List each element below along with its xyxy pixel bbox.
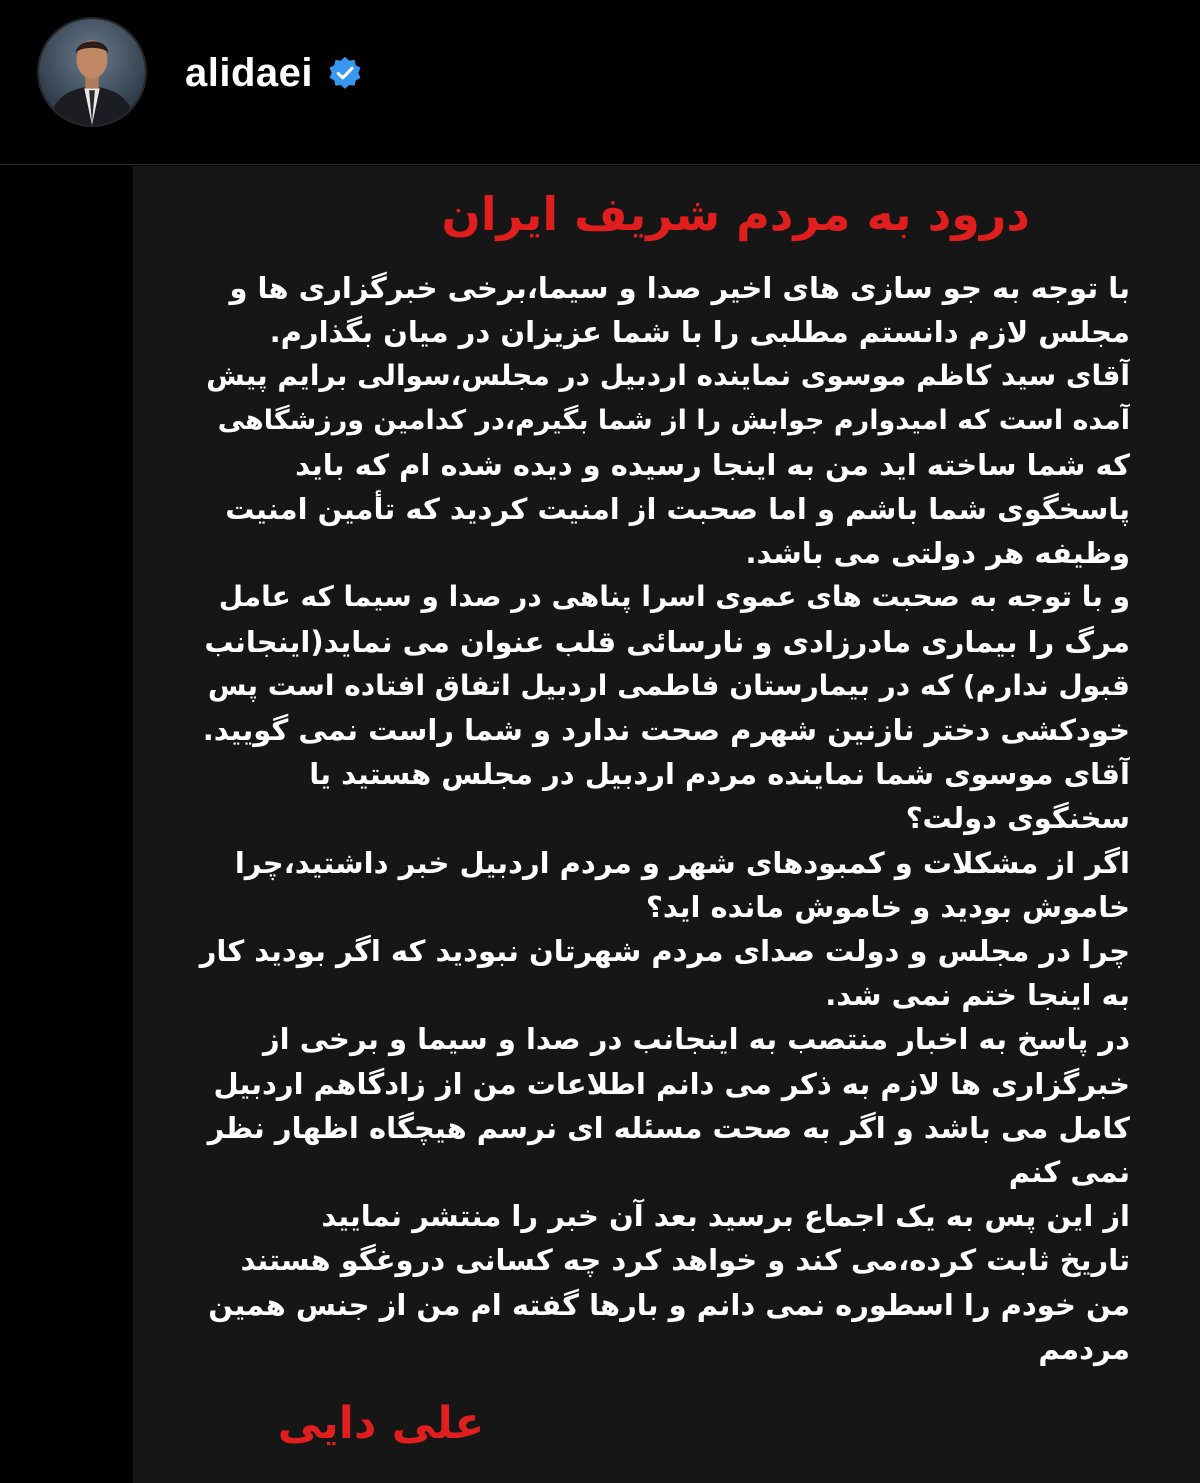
body-line: خودکشی دختر نازنین شهرم صحت ندارد و شما راست نمی گویید. bbox=[202, 713, 1130, 748]
body-line: مجلس لازم دانستم مطلبی را با شما عزیزان در میان بگذارم. bbox=[269, 315, 1130, 350]
post-image bbox=[133, 166, 1200, 1483]
body-line: تاریخ ثابت کرده،می کند و خواهد کرد چه کسانی دروغگو هستند bbox=[240, 1243, 1130, 1278]
body-line: آقای موسوی شما نماینده مردم اردبیل در مجلس هستید یا bbox=[309, 757, 1130, 792]
body-line: آقای سید کاظم موسوی نماینده اردبیل در مجلس،سوالی برایم پیش bbox=[206, 359, 1130, 393]
body-line: نمی کنم bbox=[1008, 1155, 1130, 1190]
body-line: کامل می باشد و اگر به صحت مسئله ای نرسم هیچگاه اظهار نظر bbox=[207, 1110, 1130, 1145]
username-row bbox=[185, 44, 363, 102]
body-line: به اینجا ختم نمی شد. bbox=[825, 978, 1130, 1013]
left-margin bbox=[0, 166, 133, 1483]
body-line: در پاسخ به اخبار منتصب به اینجانب در صدا و سیما و برخی از bbox=[262, 1022, 1130, 1057]
post-header bbox=[0, 0, 1200, 165]
profile-avatar-icon[interactable] bbox=[37, 17, 147, 127]
signature: علی دایی bbox=[277, 1398, 485, 1449]
body-line: مردمم bbox=[1038, 1331, 1130, 1366]
body-line: خاموش بودید و خاموش مانده اید؟ bbox=[646, 889, 1130, 924]
body-line: و با توجه به صحبت های عموی اسرا پناهی در صدا و سیما که عامل bbox=[218, 580, 1130, 614]
body-line: قبول ندارم) که در بیمارستان فاطمی اردبیل اتفاق افتاده است پس bbox=[207, 668, 1130, 702]
body-line: مرگ را بیماری مادرزادی و نارسائی قلب عنوان می نماید(اینجانب bbox=[204, 624, 1130, 659]
body-line: اگر از مشکلات و کمبودهای شهر و مردم اردبیل خبر داشتید،چرا bbox=[234, 845, 1130, 880]
body-line: خبرگزاری ها لازم به ذکر می دانم اطلاعات من از زادگاهم اردبیل bbox=[213, 1066, 1130, 1101]
body-line: از این پس به یک اجماع برسید بعد آن خبر را منتشر نمایید bbox=[321, 1199, 1130, 1234]
body-line: من خودم را اسطوره نمی دانم و بارها گفته ام من از جنس همین bbox=[208, 1287, 1130, 1322]
post-title: درود به مردم شریف ایران bbox=[441, 187, 1030, 241]
body-line: آمده است که امیدوارم جوابش را از شما بگیرم،در کدامین ورزشگاهی bbox=[217, 404, 1130, 436]
body-line: وظیفه هر دولتی می باشد. bbox=[745, 536, 1130, 571]
verified-badge-icon bbox=[327, 55, 363, 91]
body-line: سخنگوی دولت؟ bbox=[905, 801, 1130, 836]
username[interactable]: alidaei bbox=[185, 50, 314, 95]
body-line: چرا در مجلس و دولت صدای مردم شهرتان نبودید که اگر بودید کار bbox=[199, 934, 1130, 969]
body-line: با توجه به جو سازی های اخیر صدا و سیما،برخی خبرگزاری ها و bbox=[229, 271, 1130, 305]
body-line: پاسخگوی شما باشم و اما صحبت از امنیت کردید که تأمین امنیت bbox=[225, 492, 1130, 527]
body-line: که شما ساخته اید من به اینجا رسیده و دیده شده ام که باید bbox=[295, 447, 1130, 482]
post-body bbox=[190, 266, 1130, 1371]
